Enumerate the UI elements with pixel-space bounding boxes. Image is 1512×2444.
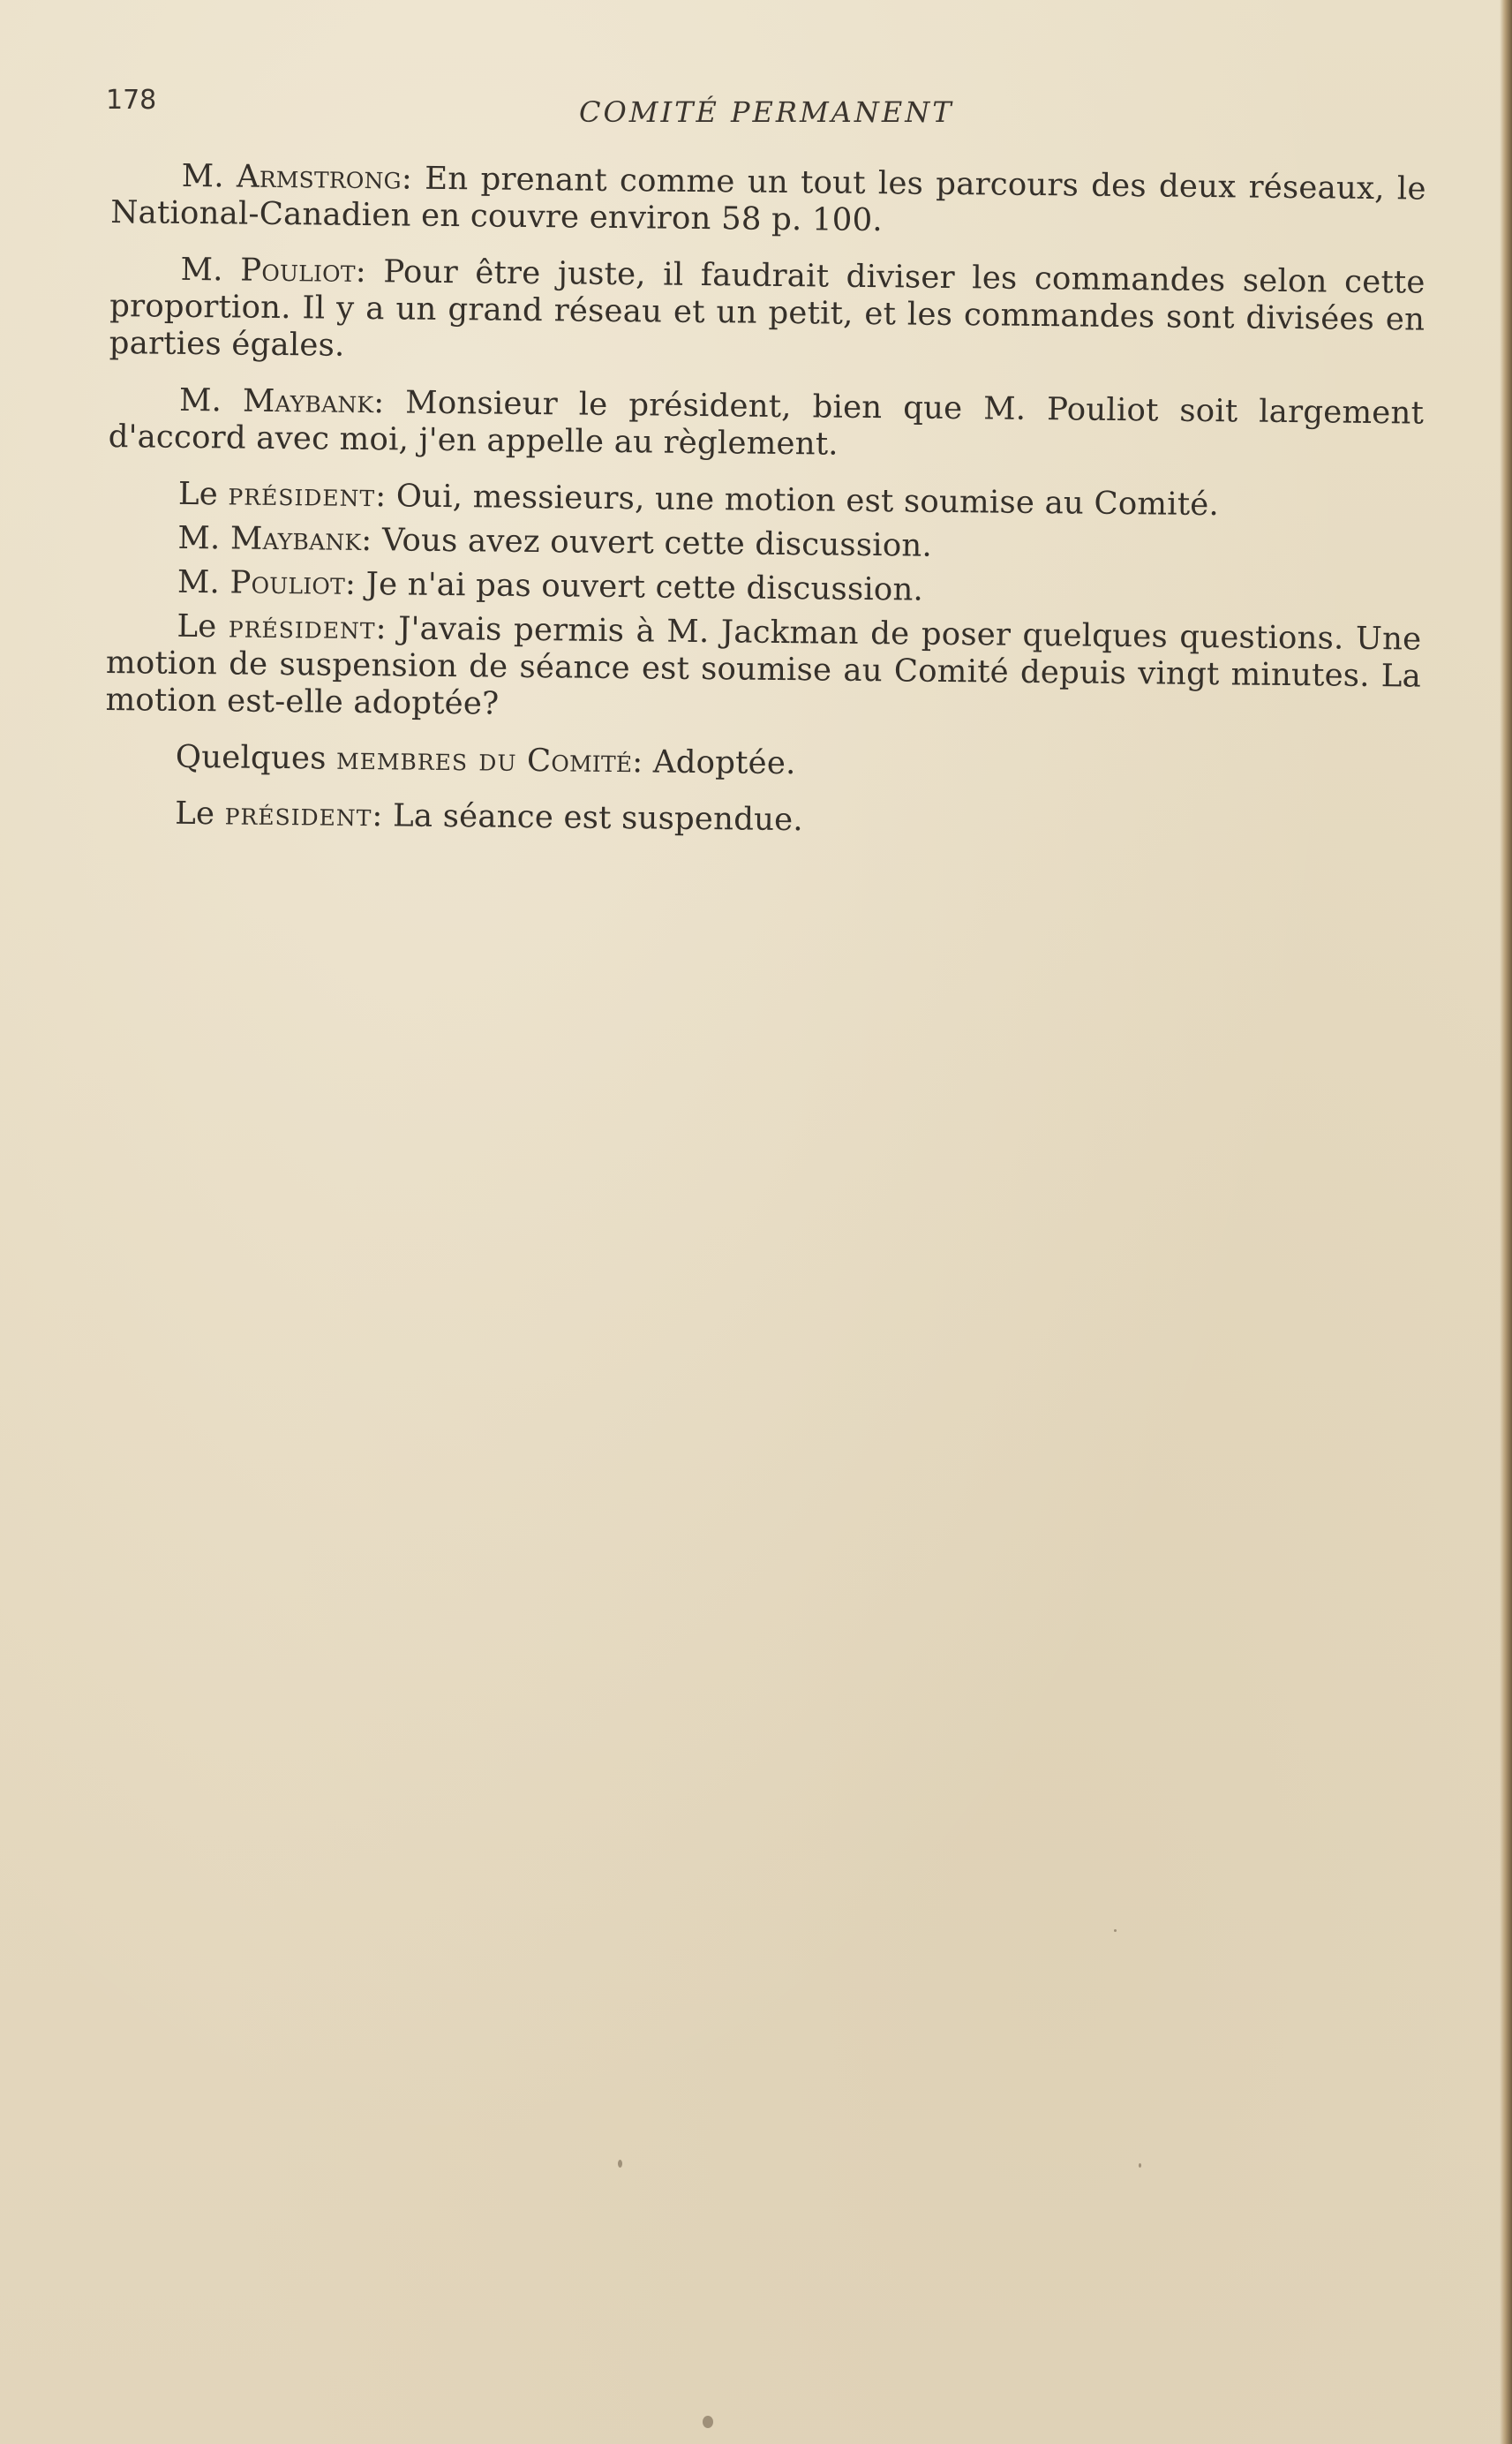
honorific: Quelques [175, 738, 337, 777]
speaker-name: membres du [335, 740, 517, 779]
paragraph-text: Oui, messieurs, une motion est soumise au Comité. [395, 478, 1220, 524]
page-edge-shadow [1500, 0, 1512, 2444]
transcript-body [104, 157, 1426, 853]
paragraph-president [104, 795, 1419, 846]
honorific: Le [177, 607, 229, 645]
paragraph-president [108, 475, 1423, 526]
speaker-colon: : [361, 521, 383, 559]
paragraph-text: Je n'ai pas ouvert cette discussion. [365, 566, 924, 608]
speaker-colon: : [632, 743, 654, 781]
paper-speck [618, 2160, 622, 2168]
paragraph-pouliot [109, 251, 1425, 376]
speaker-name: président [228, 476, 376, 515]
paragraph-text: Adoptée. [652, 743, 796, 782]
paper-speck [1114, 1929, 1117, 1932]
running-head: COMITÉ PERMANENT [579, 95, 954, 129]
speaker-colon: : [401, 160, 425, 197]
honorific: M. [180, 251, 241, 289]
speaker-name: Maybank [229, 520, 362, 558]
honorific: Le [175, 795, 225, 833]
speaker-name-committee: Comité [516, 742, 633, 781]
paragraph-text: Monsieur le président, bien que M. Pouliot soit largement d'accord avec moi, j'en appelle au règlement. [108, 384, 1425, 463]
speaker-name: Pouliot [229, 564, 346, 602]
honorific: M. [177, 563, 230, 601]
paragraph-maybank [107, 519, 1422, 570]
speaker-colon: : [344, 565, 366, 603]
speaker-name: président [228, 608, 376, 647]
paragraph-members [105, 738, 1420, 789]
paper-speck [1139, 2163, 1141, 2168]
speaker-name: président [224, 796, 372, 834]
paragraph-pouliot [107, 563, 1422, 615]
speaker-colon: : [373, 384, 406, 421]
honorific: M. [181, 157, 237, 195]
speaker-colon: : [372, 797, 394, 834]
page-number: 178 [106, 85, 157, 116]
honorific: Le [177, 475, 229, 513]
paragraph-text: En prenant comme un tout les parcours des deux réseaux, le National-Canadien en couvre environ 58 p. 100. [110, 160, 1426, 239]
honorific: M. [177, 519, 231, 557]
paragraph-text: Vous avez ouvert cette discussion. [381, 522, 933, 564]
speaker-colon: : [375, 478, 397, 515]
honorific: M. [178, 381, 244, 419]
speaker-name: Maybank [242, 382, 374, 421]
paper-speck [703, 2416, 713, 2428]
speaker-name: Pouliot [240, 252, 356, 290]
speaker-colon: : [375, 610, 399, 647]
speaker-name: Armstrong [236, 158, 402, 197]
paragraph-text: J'avais permis à M. Jackman de poser quelques questions. Une motion de suspension de séance est soumise au Comité depuis vingt minutes. La motion est-elle adoptée? [105, 610, 1422, 722]
paragraph-president [105, 607, 1421, 733]
paragraph-maybank [108, 381, 1424, 470]
paragraph-armstrong [110, 157, 1426, 245]
paragraph-text: Pour être juste, il faudrait diviser les commandes selon cette proportion. Il y a un grand réseau et un petit, et les commandes sont divisées en parties égales. [109, 253, 1425, 364]
paragraph-text: La séance est suspendue. [392, 797, 804, 839]
speaker-colon: : [355, 253, 384, 290]
